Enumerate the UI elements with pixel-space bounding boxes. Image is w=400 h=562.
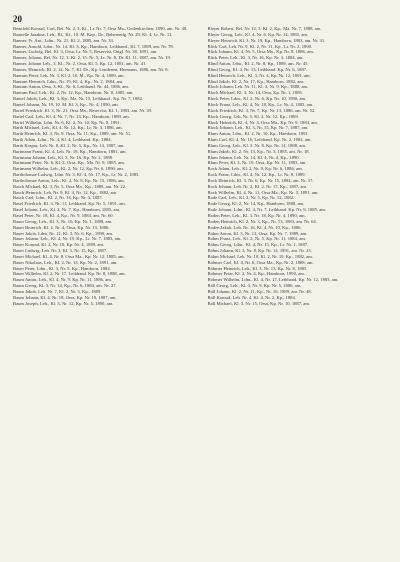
directory-entry: Böhm Johann, Kl. 3, Nr. 8, Kp. Nr. 14, 1891, am. Nr. 23. — [207, 248, 312, 254]
directory-entry: Banner, Ludwig, Bel. Kl. 3, Orsa, Lr. Nr. 5, Reservist, Ortgl. Nr. 38, 1891, am. — [13, 49, 158, 55]
directory-entry: Bauer Heinrich, Kl. 2, Nr. 4, Orsa, Kp. Nr. 13, 1886. — [13, 224, 110, 230]
directory-entry: Block Johann, Leh., Kl. 3, Nr. 15, Kp. Nr. 7, 1887, am. — [207, 125, 309, 131]
directory-entry: Boden Heinrich, Kl. 2, Nr. 3, Kp., Nr. 13, 1883, am. Nr. 64. — [207, 218, 317, 224]
directory-entry: Blind Jakob, Kl. 2, Nr. 17, Kp., Hamborn, 1882, am. — [207, 78, 305, 84]
directory-entry: Bauer Ludwig, Leh. Nr. 3, Kl. 3, Nr. 15, Kp., 1887. — [13, 248, 108, 254]
directory-entry: Böhm Anton, Kl. 3, Nr. 12, Orsa, Kp. Nr. 7, 1889, am. — [207, 230, 308, 236]
directory-entry: Blum Georg, Leh., Kl. 3, Nr. 8, Kp. Nr. 14, 1888, am. — [207, 142, 307, 148]
directory-entry: Bleyer Georg, Leh., Kl. 4, Nr. 6, Kp. Nr. 14, 1885, am. — [207, 31, 309, 37]
directory-entry: Bleyer Robert, Bel. Nr. 12, 3. Kl. 2, Kp., Ma. Nr. 7, 1888, am. — [207, 26, 322, 31]
directory-entry: Bauer Peter, Ldm., Kl. 3, Nr. 5, Kp., Hamborn, 1882. — [13, 265, 111, 271]
page-number: 20 — [13, 14, 22, 24]
left-column — [13, 26, 196, 552]
directory-entry: Banner, Heinrich, Rl. 2, 14. Nr. 7, Kl. Dr., Kp. Lendenen, Hermann, 1886, am. Nr. 8. — [13, 66, 169, 72]
directory-entry: Bauer Michael, Kl. 4, Nr. 8, Orsa Ma., Kp. Nr. 12, 1885, am. — [13, 253, 125, 259]
directory-entry: Bauer Wilhelm, Kl. 2, Nr. 17, Leibhand. Kp. Nr. 8, 1888, am. — [13, 271, 126, 277]
directory-entry: Block Heinrich, Kl. 4, Nr. 3, Orsa Ma., Kp. Nr. 9, 1884, am. — [207, 119, 318, 125]
directory-entry: Banner, Fr. Ant., Ldm., Nr. 21, Kl. 2, 1885, am. Nr. 33. — [13, 37, 115, 43]
directory-entry: Bantum Heinrich, Ldm., Nr. 19, Kl. 4, Kp., Nr. 2, 1884, am. — [13, 78, 124, 84]
directory-entry: Bantum Peter, Leh. Nr. 3, Kl. 2, 10. M., Kp. Nr. 4, 1889, am. — [13, 72, 125, 78]
directory-entry: Boden Peter, Leh., Kl. 3, Nr. 18, Kp. Nr. 4, 1890, am. — [207, 213, 306, 218]
directory-entry: Banner, Arnold, Ldm., Nr. 14, Kl. 3, Kp., Hamborn, Leibhand., Kl. 7, 1889, am. Nr. 78. — [13, 43, 174, 49]
directory-entry: Bantel Jakob, Leh., Kl. 3, Kp., Ma. Nr. 15, Leibhand., Kp. Nr. 7, 1882. — [13, 96, 144, 102]
directory-entry: Basel Peter, Nr. 18, Kl. 4, Kp., Nr. 9, 1884, am. Nr. 60. — [13, 213, 114, 218]
right-column — [208, 26, 391, 552]
directory-entry: Blum Carl, Kl. 4, Nr. 16, Leibhand. Kp. Nr. 2, 1882, am. — [207, 137, 312, 143]
directory-entry: Bartholomae Anton, Leh., Kl. 2, Nr. 8, Kp. Nr. 15, 1886, am. — [13, 177, 125, 183]
directory-entry: Beanfeld Konrad, Carl, Bel. Nr. 2, 3. Kl., Lr. Nr. 7, Orsa Ma., Geilenkirchen, 1890, am. Nr. 48. — [13, 26, 188, 31]
directory-entry: Bartmann Johann, Leh., Kl. 3, Nr. 16, Kp. Nr. 2, 1888. — [13, 154, 114, 160]
directory-entry: Bartmann Peter, Nr. 6, Kl. 2, Orsa, Kp., Ma. Nr. 9, 1885, am. — [13, 160, 125, 166]
directory-entry: Böhmer Wilhelm, Ldm., Kl. 4, Nr. 17, Leibhand. Kp. Nr. 12, 1883, am. — [207, 277, 339, 283]
directory-entry: Blick Carl, Leh. Nr. 9, Kl. 2, Nr. 11, Kp., Lr. Nr. 2, 1890. — [207, 43, 313, 49]
directory-entry: Baum Joseph, Leh., Kl. 3, Nr. 12, Kp. Nr. 5, 1890, am. — [13, 300, 114, 306]
directory-entry: Baum Johann, Kl. 4, Nr. 18, Orsa, Kp. Nr. 10, 1887, am. — [13, 294, 117, 300]
directory-entry: Baum Jakob, Leh. Nr. 7, Kl. 2, Nr. 3, Kp., 1889. — [13, 288, 102, 294]
directory-entry: Basel Friedrich, Kl. 3, Nr. 11, Leibhand. Kp. Nr. 5, 1891, am. — [13, 201, 126, 207]
directory-entry: Block Friedrich, Kl. 3, Nr. 7, Kp. Nr. 13, 1886, am. Nr. 52. — [207, 107, 316, 113]
directory-entry: Bauer Nikolaus, Leh., Kl. 2, Nr. 13, Kp. Nr. 2, 1891, am. — [13, 259, 118, 265]
directory-entry: Bauer Konrad, Kl. 2, Nr. 10, Kp. Nr. 4, 1889, am. — [13, 242, 105, 248]
directory-entry: Bartel Friedrich, Kl. 3, Nr. 21, Orsa Ma., Reservist, Kl. 1, 1883, am. Nr. 39. — [13, 107, 153, 113]
directory-columns — [13, 26, 390, 552]
directory-entry: Blum Anton, Ldm., Kl. 2, Nr. 10, Kp., Hamborn, 1891. — [207, 131, 309, 137]
directory-entry: Blick Peter, Leh., Kl. 3, Nr. 16, Kp. Nr. 3, 1884, am. — [207, 55, 304, 61]
directory-entry: Bartmann Franz, Kl. 4, Leh. Nr. 19, Kp., Hamborn, 1881, am. — [13, 148, 127, 154]
directory-entry: Bauer Jakob, Ldm. Nr. 12, Kl. 3, Nr. 6, Kp., 1890, am. — [13, 230, 114, 236]
directory-entry: Bloch Peter, Ldm., Kl. 2, Nr. 6, Kp. Nr. 10, 1890, am. — [207, 96, 307, 102]
directory-entry: Banner, Johann Leh., 3. Kl., Nr. 2, Orsa, Kl. 5, Kp. 12, 1881, am. Nr. 41. — [13, 61, 147, 67]
directory-entry: Bartel Carl, Leh., Kl. 4, Nr. 7, Nr. 13, Kp., Hamborn, 1889, am. — [13, 113, 130, 119]
directory-entry: Böll Michael, Kl. 3, Nr. 15, Orsa, Kp. Nr. 10, 1887, am. — [207, 300, 311, 306]
directory-entry: Baanelle Jaaakne, Leh., Rl., Kl., 10. M. Kop., Dr., Reherendg. Nr. 29, Kl. 4, Lr. Nr. 11. — [13, 31, 173, 37]
directory-entry: Böhmer Peter, Kl. 2, Nr. 4, Kp., Hamborn, 1890, am. — [207, 271, 305, 277]
directory-entry: Basch Heinrich, Leh. Nr. 9, Kl. 4, Nr. 12, Kp., 1882, am. — [13, 189, 118, 195]
directory-entry: Böll Konrad, Leh. Nr. 4, Kl. 4, Nr. 2, Kp., 1884. — [207, 294, 296, 300]
directory-entry: Bode Carl, Leh., Kl. 3, Nr. 5, Kp. Nr. 12, 1882. — [207, 195, 295, 201]
directory-entry: Blum Jakob, Kl. 2, Nr. 13, Kp., Nr. 5, 1885, am. Nr. 18. — [207, 148, 310, 154]
directory-entry: Baum Anton, Leh., Kl. 4, Nr. 9, Kp. Nr. 11, 1886, am. — [13, 277, 112, 283]
directory-entry: Block Georg, Leh. Nr. 5, Kl. 2, Nr. 12, Kp., 1889. — [207, 113, 299, 119]
directory-entry: Böll Georg, Leh., Kl. 3, Nr. 9, Kp. Nr. 5, 1886, am. — [207, 283, 302, 289]
directory-entry: Banner, Johann, Bel. Nr. 12, 3. Kl. 2, 15. Nr. 5, Lr. Nr. 8, Dr. Kl. 11, 1887, am. Nr. 19. — [13, 55, 171, 61]
directory-entry: Böhmer Heinrich, Leh., Kl. 3, Nr. 13, Kp. Nr. 8, 1885. — [207, 265, 308, 271]
directory-entry: Barth Michael, Leh., Kl. 4, Nr. 12, Kp., Lr. Nr. 3, 1886, am. — [13, 125, 123, 131]
directory-entry: Bode Georg, Kl. 2, Nr. 14, Kp., Hamborn, 1888, am. — [207, 201, 305, 207]
directory-entry: Bock Franz, Ldm., Kl. 4, Nr. 12, Kp., Lr. Nr. 8, 1889. — [207, 172, 306, 178]
directory-entry: Bartholomae Ludwig, Ldm. Nr. 3, Kl. 4, Nr. 17, Kp., Lr. Nr. 2, 1883. — [13, 172, 140, 178]
directory-entry: Baum Georg, Kl. 3, Nr. 14, Kp., Nr. 6, 1884, am. Nr. 27. — [13, 283, 117, 289]
directory-entry: Blind Heinrich, Leh., Kl. 3, Nr. 4, Kp. Nr. 12, 1891, am. — [207, 72, 311, 78]
directory-entry: Bauer Georg, Leh., Kl. 3, Nr. 16, Kp. Nr. 1, 1888, am. — [13, 218, 113, 224]
directory-entry: Böhmer Carl, Kl. 4, Nr. 6, Orsa Ma., Kp. Nr. 2, 1888, am. — [207, 259, 314, 265]
directory-entry: Böhm Franz, Leh., Kl. 2, Nr. 5, Kp. Nr. 11, 1884, am. — [207, 236, 306, 242]
directory-entry: Block Franz, Leh., Kl. 4, Nr. 18, Kp., Lr. Nr. 4, 1883, am. — [207, 101, 314, 107]
directory-entry: Bock Johann, Leh. Nr. 2, Kl. 2, Nr. 17, Kp., 1887, am. — [207, 183, 308, 189]
directory-entry: Bartel Wilhelm, Ldm. Nr. 6, Kl. 2, Nr. 10, Kp. Nr. 8, 1891. — [13, 119, 121, 125]
directory-entry: Bloch Johann, Leh. Nr. 11, Kl. 4, Nr. 9, Kp., 1888, am. — [207, 84, 309, 90]
directory-entry: Bock Wilhelm, Kl. 4, Nr. 11, Orsa Ma., Kp. Nr. 3, 1891, am. — [207, 189, 319, 195]
directory-entry: Basch Michael, Kl. 3, Nr. 5, Orsa Ma., Kp., 1889, am. Nr. 22. — [13, 183, 127, 189]
directory-entry: Blum Peter, Kl. 3, Nr. 19, Orsa, Kp. Nr. 11, 1883, am. — [207, 160, 307, 166]
directory-entry: Bauer Johann, Leh., Kl. 4, Nr. 19, Kp., Lr. Nr. 7, 1883, am. — [13, 236, 122, 242]
directory-entry: Basch Carl, Ldm., Kl. 2, Nr. 14, Kp. Nr. 3, 1887. — [13, 195, 103, 201]
directory-entry: Böhm Georg, Ldm., Kl. 4, Nr. 15, Kp., Lr. Nr. 1, 1887. — [207, 242, 309, 248]
directory-entry: Bloch Michael, Kl. 3, Nr. 14, Orsa, Kp. Nr. 1, 1885. — [207, 90, 303, 96]
directory-entry: Bantel Johann, Nr. 19, 10. M. Kl. 3, Kp., Nr. 4, 1890, am. — [13, 101, 119, 107]
directory-entry: Blind Anton, Ldm., Kl. 2, Nr. 8, Kp., 1889, am. Nr. 45. — [207, 61, 309, 67]
directory-entry: Bantum Paul, Leh., Kl. 2, Nr. 12, Kp., Hamborn, Nr. 8, 1885, am. — [13, 90, 134, 96]
directory-entry: Blum Johann, Leh. Nr. 14, Kl. 4, Nr. 4, Kp., 1890. — [207, 154, 300, 160]
directory-entry: Barth Kaspar, Leh. Nr. 8, Kl. 2, Nr. 5, Kp., Nr. 14, 1887, am. — [13, 142, 125, 148]
directory-entry: Blind Georg, Kl. 4, Nr. 13, Leibhand. Kp. Nr. 6, 1887. — [207, 66, 308, 72]
directory-entry: Boden Jakob, Leh. Nr. 16, Kl. 4, Nr. 10, Kp., 1886. — [207, 224, 302, 230]
directory-entry: Böhm Michael, Leh. Nr. 10, Kl. 2, Nr. 19, Kp., 1882, am. — [207, 253, 314, 259]
directory-entry: Bleyer Heinrich, Kl. 3, Nr. 19, Kp., Hamborn, 1883, am. Nr. 31. — [207, 37, 326, 43]
directory-entry: Bode Johann, Ldm., Kl. 4, Nr. 7, Leibhand. Kp. Nr. 9, 1885, am. — [207, 207, 327, 213]
directory-entry: Blick Johann, Kl. 4, Nr. 5, Orsa Ma., Kp. Nr. 8, 1886, am. — [207, 49, 314, 55]
directory-entry: Bock Heinrich, Kl. 3, Nr. 6, Kp. Nr. 15, 1884, am. Nr. 37. — [207, 177, 314, 183]
directory-entry: Barth Adam, Ldm., Nr. 4, Kl. 4, Leibhand. Kp., 1884. — [13, 137, 112, 143]
directory-entry: Basel Johann, Leh., Kl. 2, Nr. 7, Kp., Hamborn, 1885, am. — [13, 207, 121, 213]
directory-entry: Bartmann Wilhelm, Leh., Kl. 2, Nr. 12, Kp. Nr. 6, 1890, am. — [13, 166, 124, 172]
directory-entry: Barth Heinrich, Kl. 3, Nr. 9, Orsa, Nr. 11, Kp., 1889, am. Nr. 51. — [13, 131, 132, 137]
directory-entry: Bock Adam, Leh., Kl. 2, Nr. 9, Kp. Nr. 6, 1886, am. — [207, 166, 303, 172]
directory-entry: Bantum Anton, Orsa, 3. Kl., Nr. 6, Leibhand. Nr. 44, 1886, am. — [13, 84, 129, 90]
directory-entry: Böll Johann, Kl. 2, Nr. 11, Kp., Nr. 16, 1889, am. Nr. 48. — [207, 288, 312, 294]
